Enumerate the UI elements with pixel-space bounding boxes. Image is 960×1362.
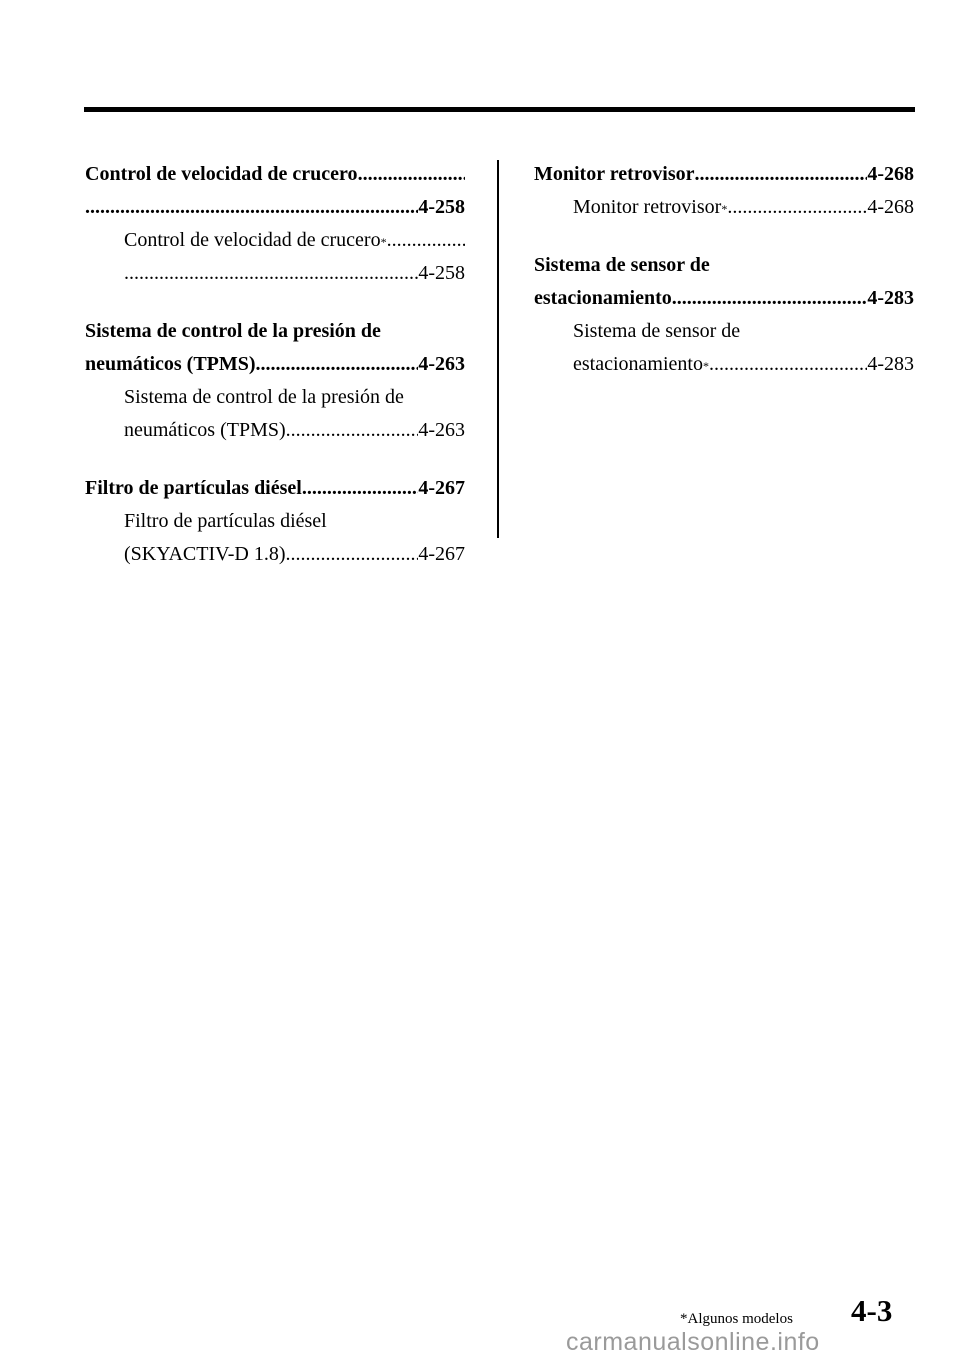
dot-leader — [358, 158, 465, 191]
toc-heading-line — [85, 315, 465, 348]
toc-page-ref[interactable]: 4-283 — [867, 287, 914, 309]
toc-heading-text: neumáticos (TPMS) — [85, 353, 256, 375]
toc-section-rear-monitor — [534, 158, 914, 224]
toc-sub-text: Control de velocidad de crucero — [124, 229, 381, 251]
toc-page-ref[interactable]: 4-267 — [418, 477, 465, 499]
toc-sub-line[interactable] — [85, 257, 465, 290]
toc-sub-text: Sistema de control de la presión de — [124, 386, 404, 408]
toc-sub-line — [534, 315, 914, 348]
toc-heading-text: Sistema de control de la presión de — [85, 320, 381, 342]
toc-heading-line — [534, 249, 914, 282]
toc-page-ref[interactable]: 4-268 — [867, 196, 914, 218]
toc-page-ref[interactable]: 4-258 — [418, 262, 465, 284]
toc-heading-line[interactable] — [534, 158, 914, 191]
toc-page-ref[interactable]: 4-263 — [418, 353, 465, 375]
toc-heading-text: Sistema de sensor de — [534, 254, 710, 276]
toc-sub-line[interactable]: estacionamiento * ..... 4-283 — [534, 348, 914, 381]
toc-sub-text: Filtro de partículas diésel — [124, 510, 327, 532]
toc-heading-text: Filtro de partículas diésel — [85, 477, 302, 499]
dot-leader — [85, 191, 418, 224]
watermark[interactable]: carmanualsonline.info — [566, 1328, 820, 1356]
toc-sub-text: Sistema de sensor de — [573, 320, 741, 342]
toc-sub-line — [85, 381, 465, 414]
toc-section-parking-sensor — [534, 249, 914, 381]
toc-sub-text: (SKYACTIV-D 1.8) — [124, 543, 286, 565]
dot-leader — [672, 282, 868, 315]
dot-leader — [286, 414, 419, 447]
dot-leader — [256, 348, 419, 381]
toc-heading-text: estacionamiento — [534, 287, 672, 309]
toc-page-ref[interactable]: 4-258 — [418, 196, 465, 218]
toc-heading-line — [85, 158, 465, 191]
toc-page-ref[interactable]: 4-263 — [418, 419, 465, 441]
toc-section-cruise-control — [85, 158, 465, 290]
toc-sub-text: neumáticos (TPMS) — [124, 419, 286, 441]
dot-leader — [387, 224, 465, 257]
toc-sub-text: estacionamiento — [573, 353, 703, 375]
toc-sub-line — [85, 505, 465, 538]
dot-leader — [124, 257, 418, 290]
toc-heading-line[interactable] — [85, 472, 465, 505]
top-rule — [84, 107, 915, 112]
toc-heading-line[interactable] — [85, 348, 465, 381]
toc-sub-line[interactable] — [85, 414, 465, 447]
toc-heading-text: Monitor retrovisor — [534, 163, 695, 185]
page-number: 4-3 — [851, 1293, 893, 1328]
toc-page-ref[interactable]: 4-267 — [418, 543, 465, 565]
toc-page-ref[interactable]: 4-283 — [867, 353, 914, 375]
toc-page-ref[interactable]: 4-268 — [867, 163, 914, 185]
toc-heading-line[interactable] — [85, 191, 465, 224]
toc-section-tpms — [85, 315, 465, 447]
toc-heading-text: Control de velocidad de crucero — [85, 163, 358, 185]
dot-leader — [727, 191, 867, 224]
dot-leader — [302, 472, 418, 505]
dot-leader — [695, 158, 868, 191]
column-divider — [497, 160, 499, 538]
footer-note: *Algunos modelos — [680, 1311, 793, 1327]
toc-sub-line[interactable]: Monitor retrovisor * ..... 4-268 — [534, 191, 914, 224]
toc-right-column — [534, 158, 914, 406]
dot-leader — [285, 538, 418, 571]
toc-sub-line: Control de velocidad de crucero * ..... — [85, 224, 465, 257]
toc-section-diesel-filter — [85, 472, 465, 571]
toc-heading-line[interactable] — [534, 282, 914, 315]
dot-leader — [709, 348, 867, 381]
toc-sub-line[interactable] — [85, 538, 465, 571]
toc-left-column — [85, 158, 465, 596]
toc-sub-text: Monitor retrovisor — [573, 196, 722, 218]
